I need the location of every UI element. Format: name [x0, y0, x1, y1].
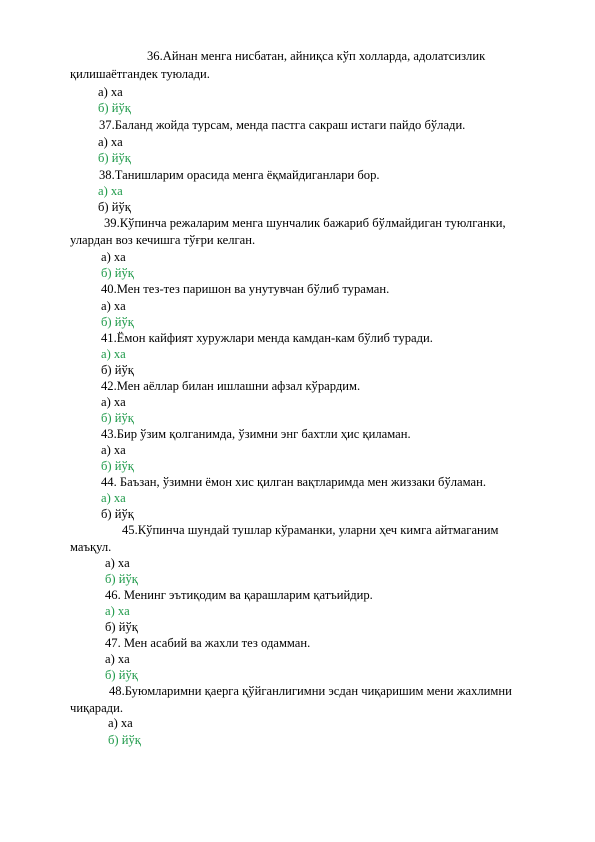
question-41: 41.Ёмон кайфият хуружлари менда камдан-кам бўлиб туради.: [101, 331, 433, 345]
question-46-option-b[interactable]: б) йўқ: [105, 620, 138, 634]
question-47-option-a[interactable]: а) ха: [105, 652, 130, 666]
question-39-line2: улардан воз кечишга тўғри келган.: [70, 233, 256, 247]
question-47: 47. Мен асабий ва жахли тез одамман.: [105, 636, 311, 650]
question-42-option-a[interactable]: а) ха: [101, 395, 126, 409]
question-45-line1: 45.Кўпинча шундай тушлар кўраманки, уларни ҳеч кимга айтмаганим: [122, 523, 499, 537]
question-38-option-a[interactable]: а) ха: [98, 184, 123, 198]
question-36-option-a[interactable]: а) ха: [98, 85, 123, 99]
question-39-option-b[interactable]: б) йўқ: [101, 266, 134, 280]
question-44-option-b[interactable]: б) йўқ: [101, 507, 134, 521]
question-40-option-b[interactable]: б) йўқ: [101, 315, 134, 329]
question-39-option-a[interactable]: а) ха: [101, 250, 126, 264]
question-48-option-b[interactable]: б) йўқ: [108, 733, 141, 747]
question-36-line2: қилишаётгандек туюлади.: [70, 67, 210, 81]
question-47-option-b[interactable]: б) йўқ: [105, 668, 138, 682]
question-36-line1: 36.Айнан менга нисбатан, айниқса кўп холларда, адолатсизлик: [147, 49, 486, 63]
question-44-option-a[interactable]: а) ха: [101, 491, 126, 505]
question-43-option-a[interactable]: а) ха: [101, 443, 126, 457]
question-42-option-b[interactable]: б) йўқ: [101, 411, 134, 425]
question-38-option-b[interactable]: б) йўқ: [98, 200, 131, 214]
question-41-option-b[interactable]: б) йўқ: [101, 363, 134, 377]
question-38: 38.Танишларим орасида менга ёқмайдиганлари бор.: [99, 168, 380, 182]
question-43: 43.Бир ўзим қолганимда, ўзимни энг бахтли ҳис қиламан.: [101, 427, 411, 441]
question-40-option-a[interactable]: а) ха: [101, 299, 126, 313]
question-45-line2: маъқул.: [70, 540, 112, 554]
question-36-option-b[interactable]: б) йўқ: [98, 101, 131, 115]
question-45-option-b[interactable]: б) йўқ: [105, 572, 138, 586]
question-39-line1: 39.Кўпинча режаларим менга шунчалик бажариб бўлмайдиган туюлганки,: [104, 216, 506, 230]
question-37-option-a[interactable]: а) ха: [98, 135, 123, 149]
question-37: 37.Баланд жойда турсам, менда пастга сакраш истаги пайдо бўлади.: [99, 118, 466, 132]
question-43-option-b[interactable]: б) йўқ: [101, 459, 134, 473]
question-46-option-a[interactable]: а) ха: [105, 604, 130, 618]
question-37-option-b[interactable]: б) йўқ: [98, 151, 131, 165]
question-42: 42.Мен аёллар билан ишлашни афзал кўрардим.: [101, 379, 361, 393]
question-40: 40.Мен тез-тез паришон ва унутувчан бўлиб тураман.: [101, 282, 390, 296]
question-48-line1: 48.Буюмларимни қаерга қўйганлигимни эсдан чиқаришим мени жахлимни: [109, 684, 512, 698]
question-48-option-a[interactable]: а) ха: [108, 716, 133, 730]
question-45-option-a[interactable]: а) ха: [105, 556, 130, 570]
question-46: 46. Менинг эътиқодим ва қарашларим қатъийдир.: [105, 588, 373, 602]
question-48-line2: чиқаради.: [70, 701, 123, 715]
question-44: 44. Баъзан, ўзимни ёмон хис қилган вақтларимда мен жиззаки бўламан.: [101, 475, 486, 489]
question-41-option-a[interactable]: а) ха: [101, 347, 126, 361]
